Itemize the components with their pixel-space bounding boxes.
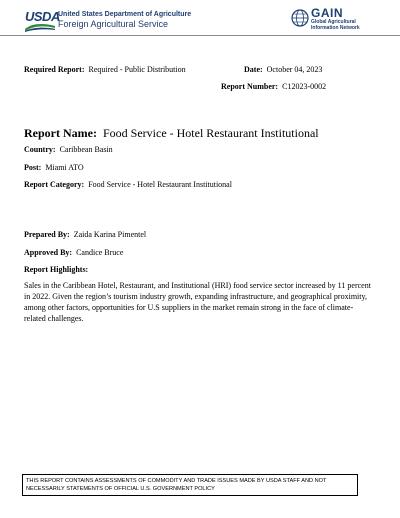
prepared-by-label: Prepared By:: [24, 230, 70, 239]
report-highlights-heading: [24, 265, 88, 274]
gain-globe-icon: [291, 9, 309, 27]
required-report-value: Required - Public Distribution: [88, 65, 186, 74]
usda-logo-icon: [24, 22, 56, 32]
report-name-label: Report Name:: [24, 126, 97, 140]
date-value: October 04, 2023: [266, 65, 323, 74]
approved-by-label: Approved By:: [24, 248, 73, 257]
document-header: [0, 0, 400, 36]
report-number-row: [221, 82, 326, 91]
post-row: [24, 163, 84, 172]
gain-line-2: Information Network: [311, 25, 360, 31]
post-label: Post:: [24, 163, 42, 172]
disclaimer-box: THIS REPORT CONTAINS ASSESSMENTS OF COMMODITY AND TRADE ISSUES MADE BY USDA STAFF AND NOT NECESSARILY STATEMENTS OF OFFICIAL U.S. GOVERNMENT POLICY: [22, 474, 358, 496]
date-label: Date:: [244, 65, 263, 74]
usda-logo: USDA: [25, 9, 60, 24]
required-report-row: [24, 65, 186, 74]
date-row: [244, 65, 322, 74]
report-category-label: Report Category:: [24, 180, 85, 189]
report-category-value: Food Service - Hotel Restaurant Institutional: [88, 180, 232, 189]
report-category-row: [24, 180, 232, 189]
required-report-label: Required Report:: [24, 65, 85, 74]
post-value: Miami ATO: [45, 163, 84, 172]
country-value: Caribbean Basin: [59, 145, 113, 154]
approved-by-value: Candice Bruce: [76, 248, 124, 257]
prepared-by-value: Zaida Karina Pimentel: [73, 230, 147, 239]
country-label: Country:: [24, 145, 56, 154]
gain-title: GAIN: [311, 6, 343, 20]
report-highlights-label: Report Highlights:: [24, 265, 89, 274]
report-number-value: C12023-0002: [282, 82, 327, 91]
report-name-row: [24, 126, 319, 141]
report-name-value: Food Service - Hotel Restaurant Institutional: [102, 126, 319, 140]
agency-line-2: Foreign Agricultural Service: [58, 19, 169, 29]
agency-name: [58, 10, 191, 30]
agency-line-1: United States Department of Agriculture: [58, 11, 192, 18]
report-number-label: Report Number:: [221, 82, 279, 91]
header-divider: [0, 35, 400, 36]
report-highlights-text: Sales in the Caribbean Hotel, Restaurant, and Institutional (HRI) food service sector increased by 11 percent in 2022. Given the region’s tourism industry growth, expanding infrastructure, and geographical proximity, among other factors, opportunities for U.S suppliers in the market remain strong in the face of climate-related challenges.: [24, 281, 371, 323]
approved-by-row: [24, 248, 123, 257]
country-row: [24, 145, 113, 154]
prepared-by-row: [24, 230, 146, 239]
gain-line-1: Global Agricultural: [311, 19, 356, 25]
gain-logo: [311, 7, 360, 31]
